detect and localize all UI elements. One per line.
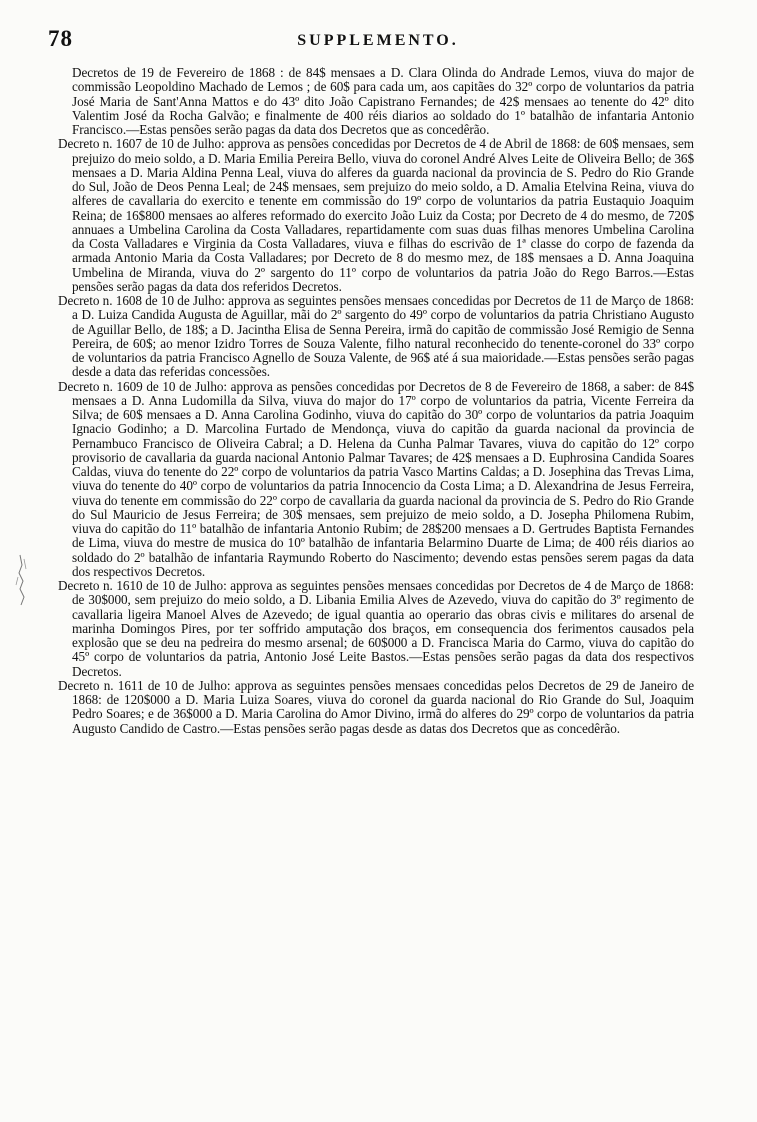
entry-text: de 10 de Julho: approva as seguintes pensões mensaes concedidas por Decretos de 11 de Março de 1868: a D. Luiza Candida Augusta de Aguillar, mãi do 2º sargento do 49º corpo de voluntarios da patria Christiano Augusto de Aguillar Bello, de 18$; a D. Jacintha Elisa de Senna Pereira, irmã do capitão de commissão José Remigio de Senna Pereira, de 60$; ao menor Izidro Torres de Souza Valente, filho natural reconhecido do tenente-coronel do 33º corpo de voluntarios da patria Francisco Agnello de Souza Valente, de 96$ até á sua maioridade.—Estas pensões serão pagas desde a data das referidas concessões. <box>72 293 695 380</box>
document-body <box>58 66 694 736</box>
entry-decreto-1609 <box>58 380 694 580</box>
entry-text: de 10 de Julho: approva as seguintes pensões mensaes concedidas por Decretos de 4 de Março de 1868: de 30$000, sem prejuizo do meio soldo, a D. Libania Emilia Alves de Azevedo, viuva do capitão do 3º regimento de cavallaria ligeira Manoel Alves de Azevedo; de igual quantia ao operario das obras civis e militares do arsenal de marinha Domingos Pires, por ter soffrido amputação dos braços, em consequencia dos ferimentos causados pela explosão que se deu na pedreira do mesmo arsenal; de 60$000 a D. Francisca Maria do Carmo, viuva do capitão do 45º corpo de voluntarios da patria, Antonio José Leite Bastos.—Estas pensões serão pagas da data dos respectivos Decretos. <box>72 578 694 679</box>
decree-number: Decreto n. 1607 <box>58 136 142 152</box>
entry-text: de 10 de Julho: approva as pensões concedidas por Decretos de 4 de Abril de 1868: de 60$ mensaes, sem prejuizo do meio soldo, a D. Maria Emilia Pereira Bello, viuva do coronel André Alves Leite de Oliveira Bello; de 36$ mensaes a D. Maria Aldina Penna Leal, viuva do alferes da guarda nacional da provincia de S. Pedro do Rio Grande do Sul, João de Deos Penna Leal; de 24$ mensaes, sem prejuizo do meio soldo, a D. Amalia Etelvina Reina, viuva do alferes de cavallaria do exercito e tenente em commissão do 19º corpo de voluntarios da patria Eustaquio Joaquim Reina; de 16$800 mensaes ao alferes reformado do exercito João Luiz da Costa; por Decreto de 4 do mesmo, de 720$ annuaes a Umbelina Carolina da Costa Valladares, repartidamente com suas duas filhas menores Umbelina Carolina da Costa Valladares e Virginia da Costa Valladares, viuva e filhas do escrivão de 1ª classe do corpo de fazenda da armada Antonio Maria da Costa Valladares; por Decreto de 8 do mesmo mez, de 18$ mensaes a D. Anna Joaquina Umbelina de Miranda, viuva do 2º sargento do 11º corpo de voluntarios da patria João do Rego Barros.—Estas pensões serão pagas da data dos referidos Decretos. <box>72 136 694 294</box>
margin-ink-mark <box>12 553 32 613</box>
entry-decreto-1607 <box>58 137 694 294</box>
page-number: 78 <box>48 26 73 51</box>
entry-text: de 10 de Julho: approva as pensões concedidas por Decretos de 8 de Fevereiro de 1868, a saber: de 84$ mensaes a D. Anna Ludomilla da Silva, viuva do major do 17º corpo de voluntarios da patria, Vicente Ferreira da Silva; de 60$ mensaes a D. Anna Carolina Godinho, viuva do capitão do 30º corpo de voluntarios da patria Joaquim Ignacio Godinho; a D. Marcolina Furtado de Mendonça, viuva do capitão da guarda nacional da provincia de Pernambuco Francisco de Oliveira Cabral; a D. Helena da Cunha Palmar Tavares, viuva do capitão do 12º corpo provisorio de cavallaria da guarda nacional Antonio Palmar Tavares; de 42$ mensaes a D. Euphrosina Candida Soares Caldas, viuva do tenente do 22º corpo de voluntarios da patria Vasco Martins Caldas; a D. Josephina das Trevas Lima, viuva do tenente do 40º corpo de voluntarios da patria Innocencio da Costa Lima; a D. Alexandrina de Jesus Ferreira, viuva do tenente em commissão do 22º corpo de cavallaria da guarda nacional da provincia de S. Pedro do Rio Grande do Sul Mauricio de Jesus Ferreira; de 30$ mensaes, sem prejuizo de meio soldo, a D. Josepha Philomena Rubim, viuva do capitão do 11º batalhão de infantaria Antonio Rubim; de 28$200 mensaes a D. Gertrudes Baptista Fernandes de Lima, viuva do mestre de musica do 10º batalhão de infantaria Belarmino Duarte de Lima; de 400 réis diarios ao soldado do 2º batalhão de infantaria Raymundo Roberto do Nascimento; devendo estas pensões serem pagas da data dos respectivos Decretos. <box>72 378 694 579</box>
decree-number: Decreto n. 1608 <box>58 293 142 308</box>
page-header <box>48 26 708 56</box>
entry-text: de 10 de Julho: approva as seguintes pensões mensaes concedidas pelos Decretos de 29 de Janeiro de 1868: de 120$000 a D. Maria Luiza Soares, viuva do coronel da guarda nacional do Rio Grande do Sul, Joaquim Pedro Soares; e de 36$000 a D. Maria Carolina do Amor Divino, irmã do alferes do 29º corpo de voluntarios da patria Augusto Candido de Castro.—Estas pensões serão pagas desde as datas dos Decretos que as concedêrão. <box>72 677 694 736</box>
entry-decreto-1608 <box>58 294 694 380</box>
entry-decreto-1610 <box>58 579 694 679</box>
decree-number: Decreto n. 1609 <box>58 378 143 394</box>
decree-number: Decreto n. 1610 <box>58 578 143 593</box>
entry-text: Decretos de 19 de Fevereiro de 1868 : de 84$ mensaes a D. Clara Olinda do Andrade Lemos, viuva do major de commissão Leopoldino Machado de Lemos ; de 60$ para cada um, aos capitães do 32º corpo de voluntarios da patria José Maria de Sant'Anna Mattos e do 43º dito João Capistrano Fernandes; de 42$ mensaes ao tenente do 42º dito Valentim José da Rocha Galvão; e finalmente de 400 réis diarios ao soldado do 1º batalhão de infantaria Antonio Francisco.—Estas pensões serão pagas da data dos Decretos que as concedêrão. <box>72 65 694 137</box>
decree-number: Decreto n. 1611 <box>58 677 144 693</box>
entry-decreto-1611 <box>58 679 694 736</box>
running-title: SUPPLEMENTO. <box>297 32 459 49</box>
entry-continuation <box>58 66 694 137</box>
